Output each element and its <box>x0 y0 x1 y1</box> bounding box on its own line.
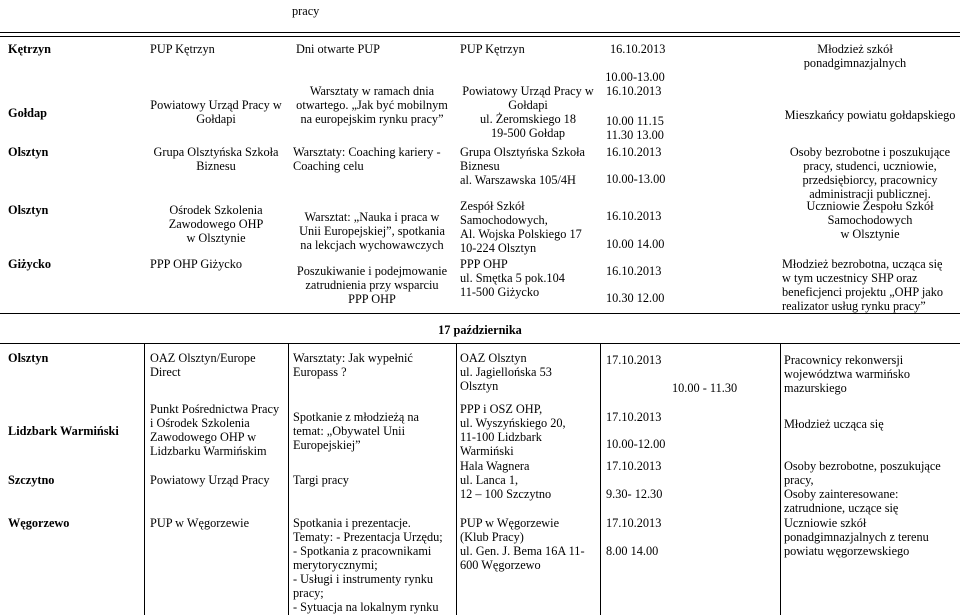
place-cell: PUP Kętrzyn <box>460 42 525 56</box>
city-cell: Olsztyn <box>8 203 49 217</box>
event-cell: Spotkania i prezentacje. Tematy: - Prezentacja Urzędu; - Spotkania z pracownikami merytorycznymi; - Usługi i instrumenty rynku pracy; - Sytuacja na lokalnym rynku <box>293 516 443 614</box>
place-cell: PPP OHP ul. Smętka 5 pok.104 11-500 Giżycko <box>460 257 565 299</box>
date-cell: 16.10.2013 <box>610 42 666 56</box>
target-cell: Uczniowie szkół ponadgimnazjalnych z terenu powiatu węgorzewskiego <box>784 516 929 558</box>
time-cell: 10.00 - 11.30 <box>672 381 738 395</box>
place-cell: OAZ Olsztyn ul. Jagiellońska 53 Olsztyn <box>460 351 552 393</box>
time-cell: 10.30 12.00 <box>606 291 665 305</box>
date-cell: 16.10.2013 <box>606 145 662 159</box>
city-cell: Szczytno <box>8 473 55 487</box>
target-cell: Młodzież bezrobotna, ucząca się w tym uczestnicy SHP oraz beneficjenci projektu „OHP jako realizator usług rynku pracy” <box>782 257 944 313</box>
date-cell: 17.10.2013 <box>606 516 662 530</box>
time-cell: 10.00-13.00 <box>606 172 666 186</box>
place-cell: Hala Wagnera ul. Lanca 1, 12 – 100 Szczytno <box>460 459 552 501</box>
date-cell: 17.10.2013 <box>606 459 662 473</box>
event-cell: Spotkanie z młodzieżą na temat: „Obywatel Unii Europejskiej” <box>293 410 419 452</box>
event-cell: Warsztaty: Jak wypełnić Europass ? <box>293 351 413 379</box>
target-cell: Młodzież ucząca się <box>784 417 884 431</box>
institution-cell: Ośrodek Szkolenia Zawodowego OHP w Olsztynie <box>168 203 264 245</box>
place-cell: Grupa Olsztyńska Szkoła Biznesu al. Warszawska 105/4H <box>460 145 585 187</box>
city-cell: Olsztyn <box>8 351 49 365</box>
city-cell: Kętrzyn <box>8 42 52 56</box>
city-cell: Giżycko <box>8 257 52 271</box>
date-cell: 17.10.2013 <box>606 353 662 367</box>
event-cell: Warsztaty: Coaching kariery - Coaching celu <box>293 145 441 173</box>
time-cell: 10.00-12.00 <box>606 437 666 451</box>
place-cell: PPP i OSZ OHP, ul. Wyszyńskiego 20, 11-100 Lidzbark Warmiński <box>460 402 566 458</box>
section-heading: 17 października <box>438 323 522 337</box>
institution-cell: Punkt Pośrednictwa Pracy i Ośrodek Szkolenia Zawodowego OHP w Lidzbarku Warmińskim <box>150 402 280 458</box>
column-divider <box>144 343 145 615</box>
time-cell: 10.00 11.15 11.30 13.00 <box>606 114 664 142</box>
city-cell: Lidzbark Warmiński <box>8 424 119 438</box>
date-cell: 16.10.2013 <box>606 264 662 278</box>
rule <box>0 313 960 314</box>
institution-cell: PPP OHP Giżycko <box>150 257 243 271</box>
rule <box>0 36 960 37</box>
column-divider <box>456 343 457 615</box>
date-cell: 16.10.2013 <box>606 84 662 98</box>
time-cell: 8.00 14.00 <box>606 544 659 558</box>
place-cell: Zespół Szkół Samochodowych, Al. Wojska Polskiego 17 10-224 Olsztyn <box>460 199 582 255</box>
column-divider <box>288 343 289 615</box>
target-cell: Uczniowie Zespołu Szkół Samochodowych w Olsztynie <box>806 199 934 241</box>
target-cell: Mieszkańcy powiatu gołdapskiego <box>784 108 956 122</box>
institution-cell: PUP Kętrzyn <box>150 42 215 56</box>
top-fragment-text: pracy <box>292 4 320 18</box>
place-cell: Powiatowy Urząd Pracy w Gołdapi ul. Żeromskiego 18 19-500 Gołdap <box>462 84 594 140</box>
time-cell: 10.00-13.00 <box>605 70 665 84</box>
place-cell: PUP w Węgorzewie (Klub Pracy) ul. Gen. J. Bema 16A 11- 600 Węgorzewo <box>460 516 585 572</box>
column-divider <box>600 343 601 615</box>
institution-cell: Grupa Olsztyńska Szkoła Biznesu <box>153 145 279 173</box>
institution-cell: Powiatowy Urząd Pracy <box>150 473 270 487</box>
event-cell: Poszukiwanie i podejmowanie zatrudnienia przy wsparciu PPP OHP <box>296 264 448 306</box>
target-cell: Osoby bezrobotne, poszukujące pracy, Osoby zainteresowane: zatrudnione, uczące się <box>784 459 941 515</box>
event-cell: Warsztat: „Nauka i praca w Unii Europejskiej”, spotkania na lekcjach wychowawczych <box>299 210 445 252</box>
city-cell: Węgorzewo <box>8 516 70 530</box>
time-cell: 9.30- 12.30 <box>606 487 663 501</box>
rule <box>0 32 960 33</box>
event-cell: Dni otwarte PUP <box>296 42 381 56</box>
city-cell: Olsztyn <box>8 145 49 159</box>
institution-cell: PUP w Węgorzewie <box>150 516 250 530</box>
time-cell: 10.00 14.00 <box>606 237 665 251</box>
target-cell: Pracownicy rekonwersji województwa warmińsko mazurskiego <box>784 353 911 395</box>
target-cell: Osoby bezrobotne i poszukujące pracy, studenci, uczniowie, przedsiębiorcy, pracownicy administracji publicznej. <box>789 145 951 201</box>
date-cell: 16.10.2013 <box>606 209 662 223</box>
column-divider <box>780 343 781 615</box>
institution-cell: OAZ Olsztyn/Europe Direct <box>150 351 256 379</box>
city-cell: Gołdap <box>8 106 47 120</box>
date-cell: 17.10.2013 <box>606 410 662 424</box>
event-cell: Warsztaty w ramach dnia otwartego. „Jak być mobilnym na europejskim rynku pracy” <box>296 84 448 126</box>
event-cell: Targi pracy <box>293 473 349 487</box>
target-cell: Młodzież szkół ponadgimnazjalnych <box>803 42 907 70</box>
institution-cell: Powiatowy Urząd Pracy w Gołdapi <box>150 98 282 126</box>
